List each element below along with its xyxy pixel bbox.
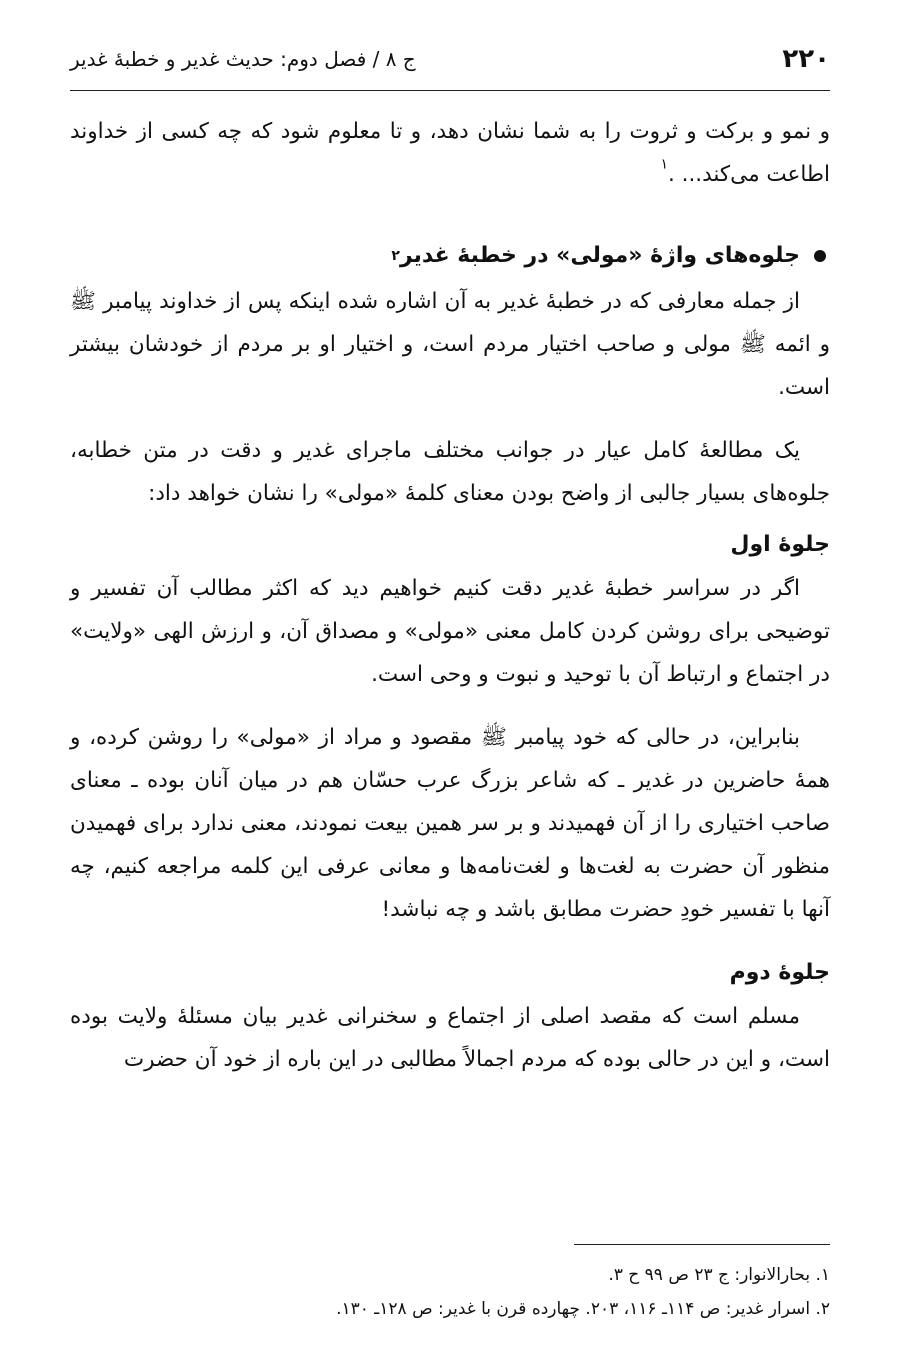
bullet-icon [814,250,826,262]
spacer [70,931,830,951]
sub-heading-first: جلوهٔ اول [730,532,830,557]
paragraph: بنابراین، در حالی که خود پیامبر ﷺ مقصود و مراد از «مولی» را روشن کرده، و همهٔ حاضرین در غدیر ـ که شاعر بزرگ عرب حسّان هم در میان آنان بوده ـ معنای صاحب اختیاری را از آن فهمیدند و بر سر همین بیعت نمودند، معنی ندارد برای فهمیدن منظور آن حضرت به لغت‌ها و لغت‌نامه‌ها و معانی عرفی این کلمه مراجعه کنیم، چه آنها با تفسیر خودِ حضرت مطابق باشد و چه نباشد! [70,725,830,922]
spacer [70,696,830,716]
running-head: ج ۸ / فصل دوم: حدیث غدیر و خطبهٔ غدیر [70,47,416,71]
section-title: جلوه‌های واژهٔ «مولی» در خطبهٔ غدیر ۲ [70,232,830,280]
page-header [70,34,830,84]
paragraph: یک مطالعهٔ کامل عیار در جوانب مختلف ماجرای غدیر و دقت در متن خطابه، جلوه‌های بسیار جالبی از واضح بودن معنای کلمهٔ «مولی» را نشان خواهد داد: [70,438,830,506]
section-title-text: جلوه‌های واژهٔ «مولی» در خطبهٔ غدیر [399,243,800,268]
spacer [70,515,830,523]
page-number: ۲۲۰ [782,44,830,74]
body-text [70,110,830,1081]
paragraph: مسلم است که مقصد اصلی از اجتماع و سخنرانی غدیر بیان مسئلهٔ ولایت بوده است، و این در حالی بوده که مردم اجمالاً مطالبی در این باره از خود آن حضرت [70,1004,830,1072]
paragraph: از جمله معارفی که در خطبهٔ غدیر به آن اشاره شده اینکه پس از خداوند پیامبر ﷺ و ائمه ﷺ مولی و صاحب اختیار مردم است، و اختیار او بر مردم از خودشان بیشتر است. [70,289,830,400]
footnote: ۱. بحارالانوار: ج ۲۳ ص ۹۹ ح ۳. [608,1265,830,1285]
spacer [70,409,830,429]
footnotes [70,1258,830,1326]
paragraph-text: و نمو و برکت و ثروت را به شما نشان دهد، و تا معلوم شود که چه کسی از خداوند اطاعت می‌کند... . [70,119,830,187]
paragraph: اگر در سراسر خطبهٔ غدیر دقت کنیم خواهیم دید که اکثر مطالب آن تفسیر و توضیحی برای روشن کردن کامل معنی «مولی» و مصداق آن، و ارزش الهی «ولایت» در اجتماع و ارتباط آن با توحید و نبوت و وحی است. [70,576,830,687]
footnote-rule [574,1244,830,1245]
sub-heading-second: جلوهٔ دوم [729,960,830,985]
footnote-marker: ۱ [660,156,668,173]
paragraph-continuation [70,110,830,196]
footnote: ۲. اسرار غدیر: ص ۱۱۴ـ ۱۱۶، ۲۰۳. چهارده قرن با غدیر: ص ۱۲۸ـ ۱۳۰. [336,1299,830,1319]
header-rule [70,90,830,91]
spacer [70,196,830,232]
